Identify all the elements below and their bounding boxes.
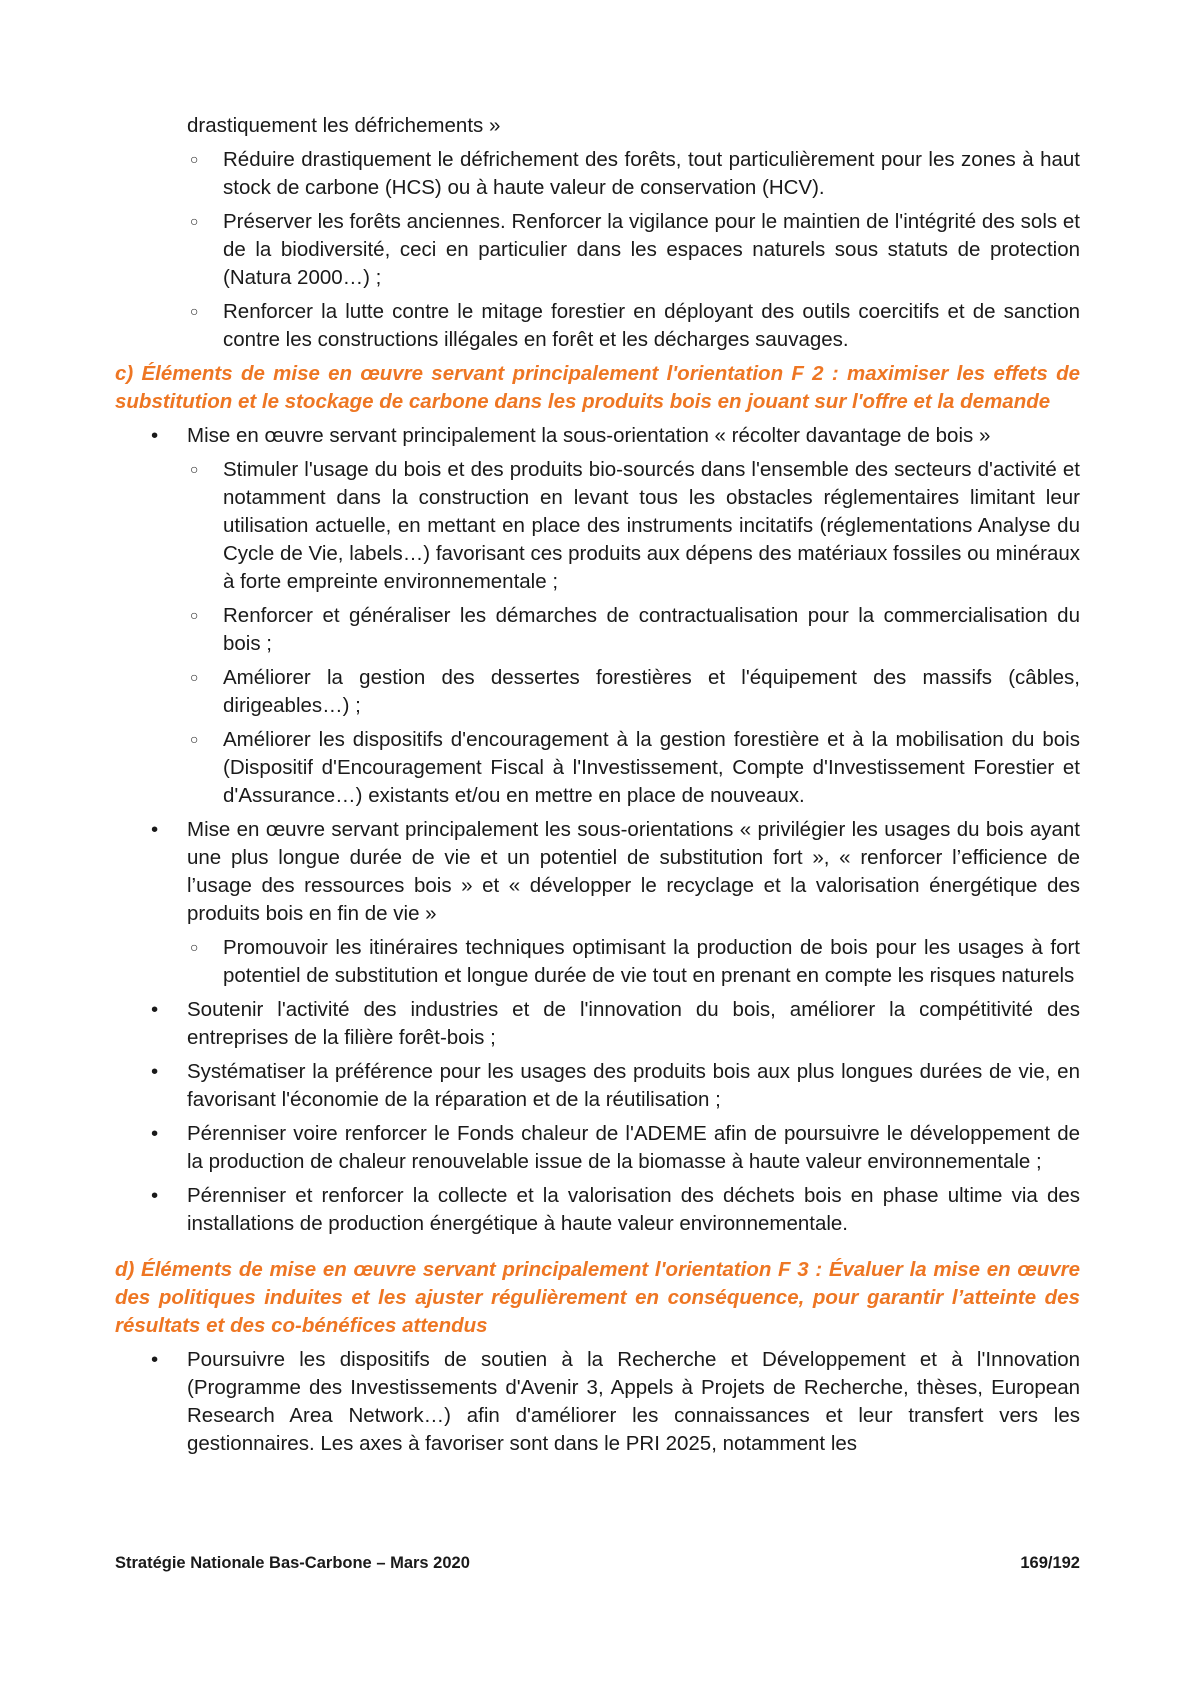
list-item: • Pérenniser et renforcer la collecte et la valorisation des déchets bois en phase ultime via des installations de production énergétique à haute valeur environnementale. <box>151 1184 1080 1235</box>
list-item: • Poursuivre les dispositifs de soutien à la Recherche et Développement et à l'Innovation (Programme des Investissements d'Avenir 3, Appels à Projets de Recherche, thèses, European Research Area Network…) afin d'améliorer les connaissances et leur transfert vers les gestionnaires. Les axes à favoriser sont dans le PRI 2025, notamment les <box>151 1348 1080 1455</box>
bullet-icon: • <box>151 1184 159 1207</box>
continued-text: drastiquement les défrichements » <box>187 114 501 137</box>
section-heading-c: c) Éléments de mise en œuvre servant principalement l'orientation F 2 : maximiser les effets de substitution et le stockage de carbone dans les produits bois en jouant sur l'offre et la demande <box>115 362 1080 413</box>
sub-bullet-icon: ○ <box>190 213 199 229</box>
sub-bullet-icon: ○ <box>190 939 199 955</box>
sub-bullet-icon: ○ <box>190 151 199 167</box>
list-item: ○ Promouvoir les itinéraires techniques optimisant la production de bois pour les usages à fort potentiel de substitution et longue durée de vie tout en prenant en compte les risques naturels <box>115 934 1080 990</box>
list-item: ○ Renforcer et généraliser les démarches de contractualisation pour la commercialisation du bois ; <box>115 602 1080 658</box>
page-content <box>115 112 1080 1458</box>
list-item: ○ Réduire drastiquement le défrichement des forêts, tout particulièrement pour les zones à haut stock de carbone (HCS) ou à haute valeur de conservation (HCV). <box>115 146 1080 202</box>
page-number: 169/192 <box>1020 1554 1080 1572</box>
bullet-icon: • <box>151 1060 159 1083</box>
list-item: • Soutenir l'activité des industries et de l'innovation du bois, améliorer la compétitivité des entreprises de la filière forêt-bois ; <box>151 998 1080 1049</box>
list-item: ○ Préserver les forêts anciennes. Renforcer la vigilance pour le maintien de l'intégrité des sols et de la biodiversité, ceci en particulier dans les espaces naturels sous statuts de protection (Natura 2000…) ; <box>115 208 1080 292</box>
list-item: • Mise en œuvre servant principalement la sous-orientation « récolter davantage de bois » <box>115 422 1080 450</box>
sub-bullet-icon: ○ <box>190 461 199 477</box>
sub-bullet-icon: ○ <box>190 607 199 623</box>
bullet-icon: • <box>151 998 159 1021</box>
section-heading-d: d) Éléments de mise en œuvre servant principalement l'orientation F 3 : Évaluer la mise en œuvre des politiques induites et les ajuster régulièrement en conséquence, pour garantir l’atteinte des résultats et des co-bénéfices attendus <box>115 1258 1080 1337</box>
page-footer <box>115 1554 1080 1573</box>
bullet-icon: • <box>151 1122 159 1145</box>
sub-bullet-icon: ○ <box>190 731 199 747</box>
list-item: ○ Améliorer la gestion des dessertes forestières et l'équipement des massifs (câbles, dirigeables…) ; <box>115 664 1080 720</box>
sub-bullet-icon: ○ <box>190 303 199 319</box>
bullet-icon: • <box>151 818 159 841</box>
list-item: • Mise en œuvre servant principalement les sous-orientations « privilégier les usages du bois ayant une plus longue durée de vie et un potentiel de substitution fort », « renforcer l’efficience de l’usage des ressources bois » et « développer le recyclage et la valorisation énergétique des produits bois en fin de vie » <box>151 818 1080 925</box>
list-item: ○ Renforcer la lutte contre le mitage forestier en déployant des outils coercitifs et de sanction contre les constructions illégales en forêt et les décharges sauvages. <box>115 298 1080 354</box>
bullet-icon: • <box>151 1348 159 1371</box>
list-item: • Pérenniser voire renforcer le Fonds chaleur de l'ADEME afin de poursuivre le développement de la production de chaleur renouvelable issue de la biomasse à haute valeur environnementale ; <box>151 1122 1080 1173</box>
list-item: ○ Améliorer les dispositifs d'encouragement à la gestion forestière et à la mobilisation du bois (Dispositif d'Encouragement Fiscal à l'Investissement, Compte d'Investissement Forestier et d'Assurance…) existants et/ou en mettre en place de nouveaux. <box>115 726 1080 810</box>
bullet-icon: • <box>151 424 159 447</box>
footer-title: Stratégie Nationale Bas-Carbone – Mars 2020 <box>115 1554 470 1572</box>
list-item: ○ Stimuler l'usage du bois et des produits bio-sourcés dans l'ensemble des secteurs d'activité et notamment dans la construction en levant tous les obstacles réglementaires limitant leur utilisation actuelle, en mettant en place des instruments incitatifs (réglementations Analyse du Cycle de Vie, labels…) favorisant ces produits aux dépens des matériaux fossiles ou minéraux à forte empreinte environnementale ; <box>115 456 1080 596</box>
sub-bullet-icon: ○ <box>190 669 199 685</box>
list-item: • Systématiser la préférence pour les usages des produits bois aux plus longues durées de vie, en favorisant l'économie de la réparation et de la réutilisation ; <box>151 1060 1080 1111</box>
